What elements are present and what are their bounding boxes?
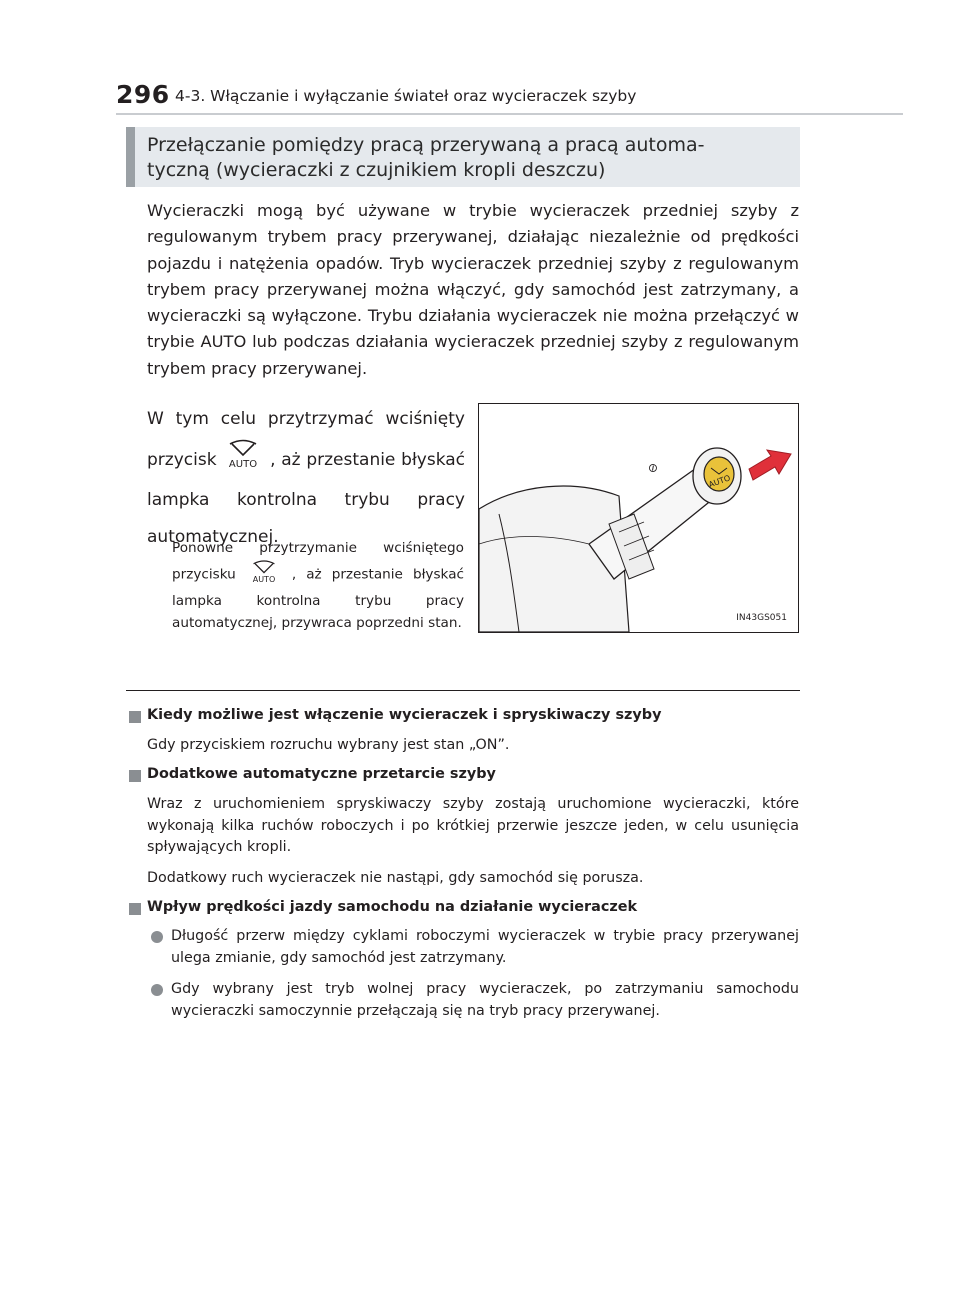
wiper-auto-icon xyxy=(226,438,260,482)
instruction-paragraph xyxy=(147,401,465,556)
page-number: 296 xyxy=(116,80,170,109)
section-heading-line-1: Przełączanie pomiędzy pracą przerywaną a pracą automa- xyxy=(147,134,705,156)
item-heading-3: Wpływ prędkości jazdy samochodu na działanie wycieraczek xyxy=(147,899,638,915)
item-heading-1: Kiedy możliwe jest włączenie wycieraczek i spryskiwaczy szyby xyxy=(147,707,662,723)
instruction-text-after: , aż przestanie błyskać lampka kontrolna trybu pracy automatycznej. xyxy=(147,450,466,547)
section-heading xyxy=(147,133,797,183)
auto-icon-label: AUTO xyxy=(252,575,276,583)
round-bullet-marker xyxy=(151,931,163,943)
item-body-1: Gdy przyciskiem rozruchu wybrany jest stan „ON”. xyxy=(147,737,510,753)
svg-text:⊘: ⊘ xyxy=(644,459,661,477)
item-heading-2: Dodatkowe automatyczne przetarcie szyby xyxy=(147,766,496,782)
note-text-before: Ponowne przytrzymanie wciśniętego przycisku xyxy=(172,540,464,583)
item-body-2a: Wraz z uruchomieniem spryskiwaczy szyby zostają uruchomione wycieraczki, które wykonają kilka ruchów roboczych i po krótkiej przerwie jeszcze jeden, w celu usunięcia spływających kropli. xyxy=(147,796,799,855)
wiper-switch-illustration xyxy=(478,403,799,633)
note-text-after: , aż przestanie błyskać lampka kontrolna trybu pracy automatycznej, przywraca poprzedni stan. xyxy=(172,566,464,631)
running-header: 4-3. Włączanie i wyłączanie świateł oraz wycieraczek szyby xyxy=(175,87,637,105)
item-body-2b: Dodatkowy ruch wycieraczek nie nastąpi, gdy samochód się porusza. xyxy=(147,870,644,886)
auto-icon-label: AUTO xyxy=(229,459,258,468)
section-heading-line-2: tyczną (wycieraczki z czujnikiem kropli deszczu) xyxy=(147,159,606,181)
sub-bullet-1: Długość przerw między cyklami roboczymi wycieraczek w trybie pracy przerywanej ulega zmianie, gdy samochód jest zatrzymany. xyxy=(171,928,799,966)
round-bullet-marker xyxy=(151,984,163,996)
square-bullet-marker xyxy=(129,711,141,723)
square-bullet-marker xyxy=(129,903,141,915)
instruction-text-before: W tym celu przytrzymać wciśnięty przycisk xyxy=(147,409,465,470)
square-bullet-marker xyxy=(129,770,141,782)
auto-button-label: AUTO xyxy=(707,473,732,490)
wiper-auto-icon xyxy=(250,559,278,590)
section-divider xyxy=(126,690,800,691)
pointer-arrow xyxy=(749,450,791,480)
header-rule xyxy=(116,113,903,115)
illustration-code: IN43GS051 xyxy=(736,613,787,623)
note-paragraph xyxy=(172,537,464,634)
intro-paragraph: Wycieraczki mogą być używane w trybie wycieraczek przedniej szyby z regulowanym trybem pracy przerywanej, działając niezależnie od prędkości pojazdu i natężenia opadów. Tryb wycieraczek przedniej szyby z regulowanym trybem pracy przerywanej można włączyć, gdy samochód jest zatrzymany, a wycieraczki są wyłączone. Trybu działania wycieraczek nie można przełączyć w trybie AUTO lub podczas działania wycieraczek przedniej szyby z regulowanym trybem pracy przerywanej. xyxy=(147,201,799,378)
section-heading-bar xyxy=(126,127,135,187)
sub-bullet-2: Gdy wybrany jest tryb wolnej pracy wycieraczek, po zatrzymaniu samochodu wycieraczki samoczynnie przełączają się na tryb pracy przerywanej. xyxy=(171,981,799,1019)
